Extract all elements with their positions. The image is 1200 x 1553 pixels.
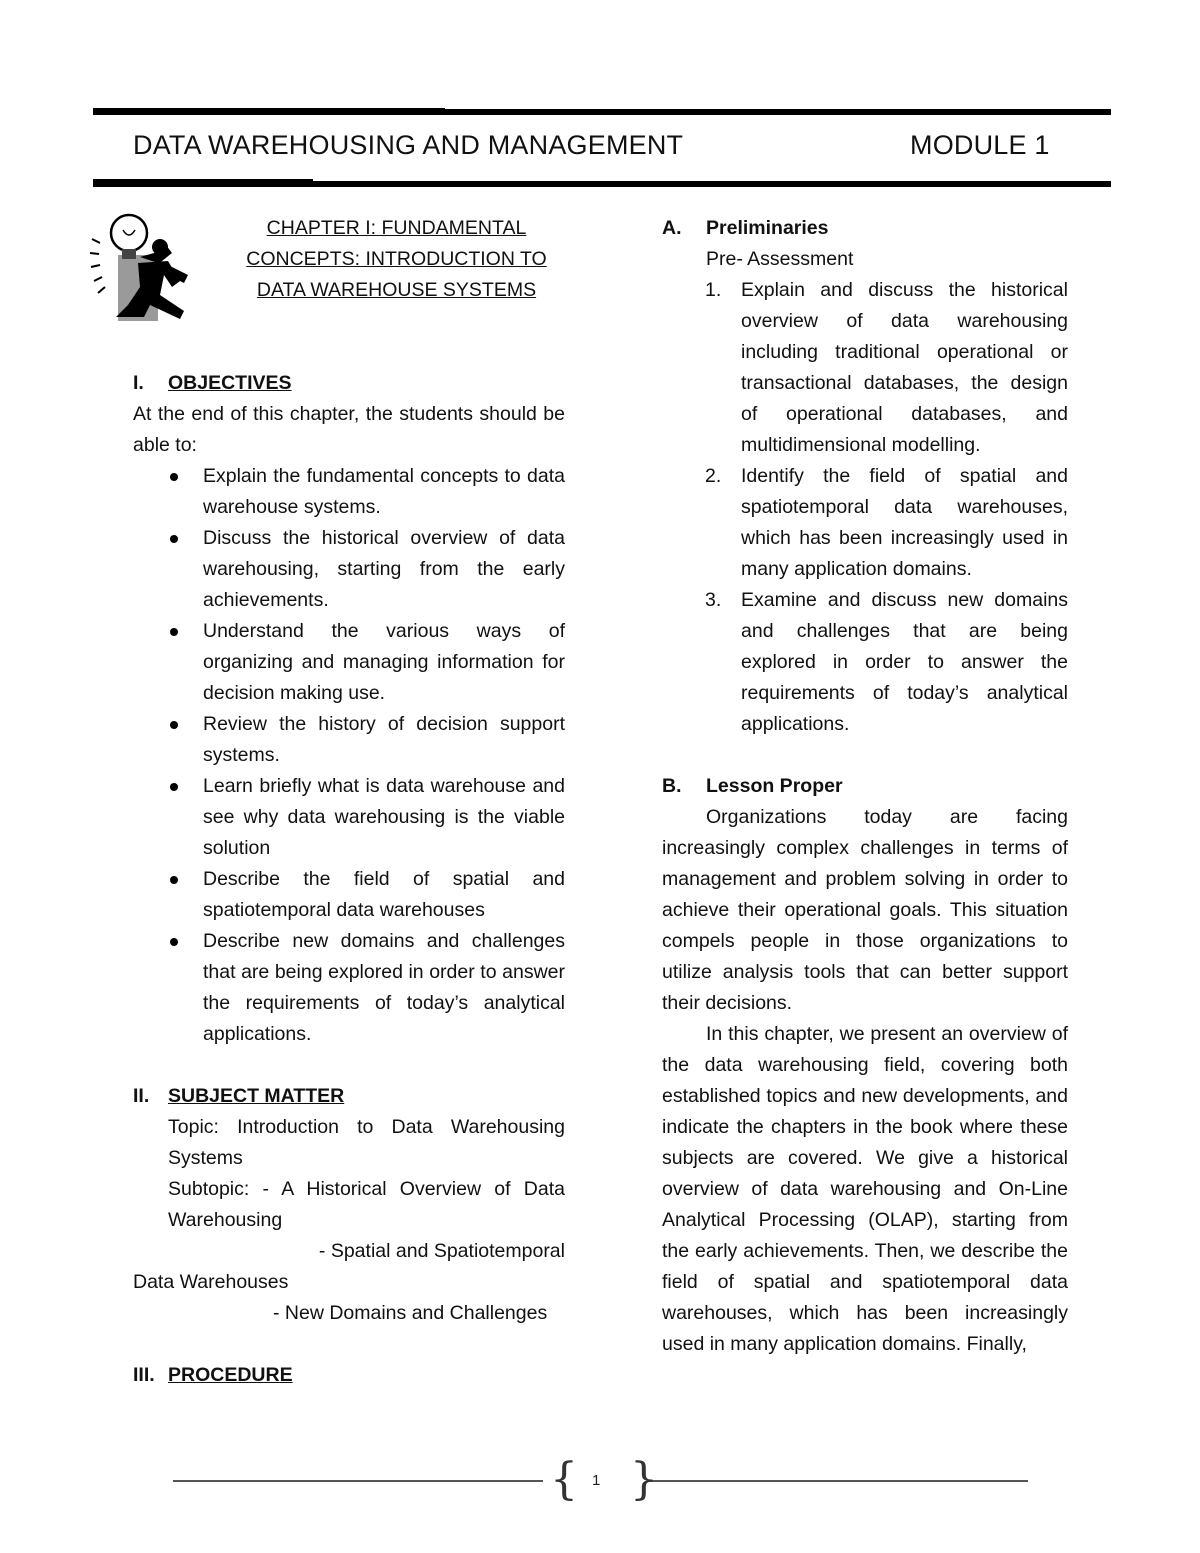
right-column	[662, 213, 1068, 1360]
subtopic-text: - New Domains and Challenges	[273, 1302, 548, 1324]
pre-assessment-label: Pre- Assessment	[706, 248, 854, 270]
list-item	[705, 275, 1068, 461]
section-title: OBJECTIVES	[168, 372, 292, 394]
lesson-paragraph: In this chapter, we present an overview of the data warehousing field, covering both established topics and new developments, and indicate the chapters in the book where these subjects are covered. We give a historical overview of data warehousing and On-Line Analytical Processing (OLAP), starting from the early achievements. Then, we describe the field of spatial and spatiotemporal data warehouses, which has been increasingly used in many application domains. Finally,	[662, 1023, 1068, 1355]
section-number: III.	[133, 1364, 155, 1386]
section-number: A.	[662, 217, 682, 239]
left-column	[133, 213, 565, 1391]
list-item: Discuss the historical overview of data warehousing, starting from the early achievements.	[203, 523, 565, 616]
list-item: Understand the various ways of organizing and managing information for decision making use.	[203, 616, 565, 709]
item-text: Examine and discuss new domains and challenges that are being explored in order to answer the requirements of today’s analytical applications.	[741, 589, 1068, 735]
chapter-title-line: CONCEPTS: INTRODUCTION TO	[246, 248, 547, 270]
subtopic-text: Subtopic: - A Historical Overview of Data Warehousing	[168, 1178, 565, 1231]
section-number: B.	[662, 775, 682, 797]
item-text: Explain and discuss the historical overview of data warehousing including traditional operational or transactional databases, the design of operational databases, and multidimensional modelling.	[741, 279, 1068, 456]
section-number: I.	[133, 372, 144, 394]
footer-rule-left	[173, 1480, 543, 1482]
subtopic-text: - Spatial and Spatiotemporal	[318, 1240, 565, 1262]
list-item: Explain the fundamental concepts to data warehouse systems.	[203, 461, 565, 523]
header-bottom-rule-accent	[93, 179, 313, 187]
module-label: MODULE 1	[910, 130, 1050, 160]
objectives-heading	[133, 368, 565, 399]
document-title: DATA WAREHOUSING AND MANAGEMENT	[133, 130, 684, 160]
list-item: Learn briefly what is data warehouse and see why data warehousing is the viable solution	[203, 771, 565, 864]
topic-text: Topic: Introduction to Data Warehousing Systems	[168, 1116, 565, 1169]
list-item: Describe new domains and challenges that are being explored in order to answer the requirements of today’s analytical applications.	[203, 926, 565, 1050]
chapter-title-line: DATA WAREHOUSE SYSTEMS	[256, 279, 537, 301]
list-item: Review the history of decision support systems.	[203, 709, 565, 771]
objectives-intro: At the end of this chapter, the students should be able to:	[133, 403, 565, 456]
footer-rule-right	[650, 1480, 1028, 1482]
preliminaries-heading	[662, 213, 1068, 244]
section-number: II.	[133, 1085, 150, 1107]
subtopic-text: Data Warehouses	[133, 1271, 289, 1293]
page-number: 1	[592, 1472, 601, 1489]
subject-matter-heading	[133, 1081, 565, 1112]
item-number: 1.	[705, 279, 722, 301]
list-item	[705, 461, 1068, 585]
section-title: Preliminaries	[706, 217, 829, 239]
pre-assessment-list	[662, 275, 1068, 740]
list-item	[705, 585, 1068, 740]
lesson-proper-heading	[662, 771, 1068, 802]
procedure-heading	[133, 1360, 565, 1391]
objectives-list	[133, 461, 565, 1050]
chapter-title	[228, 213, 565, 306]
section-title: PROCEDURE	[168, 1364, 293, 1386]
item-text: Identify the field of spatial and spatiotemporal data warehouses, which has been increasingly used in many application domains.	[741, 465, 1068, 580]
item-number: 2.	[705, 465, 722, 487]
list-item: Describe the field of spatial and spatiotemporal data warehouses	[203, 864, 565, 926]
section-title: SUBJECT MATTER	[168, 1085, 345, 1107]
item-number: 3.	[705, 589, 722, 611]
header-top-rule-accent	[93, 108, 445, 115]
lesson-paragraph: Organizations today are facing increasingly complex challenges in terms of management and problem solving in order to achieve their operational goals. This situation compels people in those organizations to utilize analysis tools that can better support their decisions.	[662, 806, 1068, 1014]
footer-brace-right-icon: }	[630, 1454, 658, 1505]
footer-brace-left-icon: {	[550, 1454, 578, 1505]
section-title: Lesson Proper	[706, 775, 843, 797]
chapter-title-line: CHAPTER I: FUNDAMENTAL	[266, 217, 527, 239]
